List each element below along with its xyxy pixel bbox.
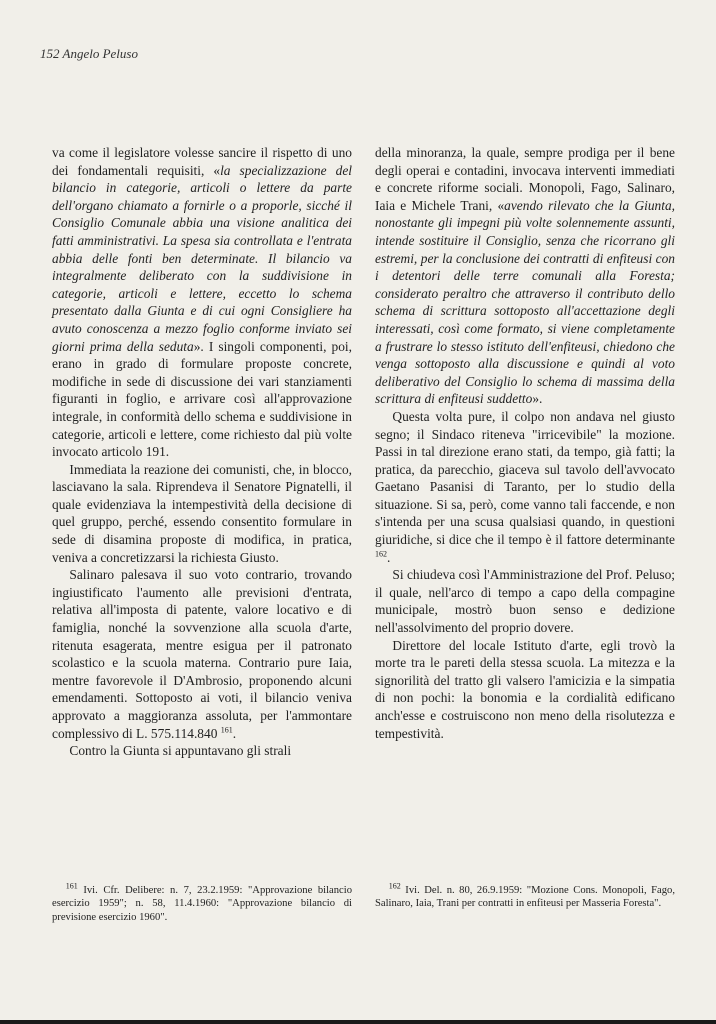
paragraph: va come il legislatore volesse sancire il rispetto di uno dei fondamentali requisiti, «la specializzazione del bilancio in categorie, articoli o lettere da parte dell'organo chiamato a fornirle o a proporle, sicché il Consiglio Comunale abbia una visione analitica dei fatti amministrativi. La spesa sia controllata e l'entrata abbia delle fonti ben determinate. Il bilancio va integralmente deliberato con la suddivisione in categorie, articoli e lettere, eccetto lo schema presentato dalla Giunta e di cui ogni Consigliere ha avuto conoscenza a mezzo foglio conforme inviato sei giorni prima della seduta». I singoli componenti, poi, erano in grado di formulare proposte concrete, modifiche in sede di discussione dei vari stanziamenti figuranti in foglio, e arrivare così all'approvazione integrale, in conformità dello schema e suddivisione in categorie, articoli e lettere, come richiesto dal più volte invocato articolo 191.: [52, 145, 352, 460]
footnote-162: [375, 881, 675, 911]
right-text-column: [375, 144, 675, 742]
paragraph: Si chiudeva così l'Amministrazione del Prof. Peluso; il quale, nell'arco di tempo a capo della compagine municipale, mostrò buon senso e dedizione nell'assolvimento del proprio dovere.: [375, 567, 675, 636]
paragraph: della minoranza, la quale, sempre prodiga per il bene degli operai e contadini, invocava interventi immediati e concrete riforme sociali. Monopoli, Fago, Salinaro, Iaia e Michele Trani, «avendo rilevato che la Giunta, nonostante gli impegni più volte solennemente assunti, intende sostituire il Consiglio, senza che ricorrano gli estremi, per la conclusione dei contratti di enfiteusi con i detentori delle terre comunali alla Foresta; considerato peraltro che attraverso il contributo dello schema di scrittura sottoposto all'accettazione degli interessati, così come formato, si viene completamente a frustrare lo stesso istituto dell'enfiteusi, chiedono che venga sottoposto alla discussione e quindi al voto deliberativo del Consiglio lo schema di massima della scrittura di enfiteusi suddetto».: [375, 145, 675, 407]
page-number: 152: [40, 46, 60, 61]
footnote-161: [52, 881, 353, 924]
footnote-ref: 162: [375, 549, 387, 559]
running-header-author: Angelo Peluso: [62, 46, 138, 61]
scan-edge: [0, 1020, 716, 1024]
footnote-text: Ivi. Cfr. Delibere: n. 7, 23.2.1959: "Approvazione bilancio esercizio 1959"; n. 58, 11.4.1960: "Approvazione bilancio di previsione esercizio 1960".: [52, 885, 353, 923]
footnote-text: Ivi. Del. n. 80, 26.9.1959: "Mozione Cons. Monopoli, Fago, Salinaro, Iaia, Trani per contratti in enfiteusi per Masseria Foresta".: [375, 885, 675, 910]
footnote-number: 162: [388, 881, 401, 891]
quotation: la specializzazione del bilancio in categorie, articoli o lettere da parte dell'organo chiamato a fornirle o a proporle, sicché il Consiglio Comunale abbia una visione analitica dei fatti amministrativi. La spesa sia controllata e l'entrata abbia delle fonti ben determinate. Il bilancio va integralmente deliberato con la suddivisione in categorie, articoli e lettere, eccetto lo schema presentato dalla Giunta e di cui ogni Consigliere ha avuto conoscenza a mezzo foglio conforme inviato sei giorni prima della seduta: [52, 162, 352, 354]
paragraph: Immediata la reazione dei comunisti, che, in blocco, lasciavano la sala. Riprendeva il Senatore Pignatelli, il quale evidenziava la intempestività della decisione di quel gruppo, perché, essendo consentito formulare in sede di disamina proposte di modifica, in pratica, veniva a concretizzarsi la richiesta Giusto.: [52, 461, 352, 565]
left-text-column: [52, 144, 352, 760]
paragraph: Questa volta pure, il colpo non andava nel giusto segno; il Sindaco riteneva "irricevibile" la mozione. Passi in tal direzione erano stati, da tempo, già fatti; la pratica, da parecchio, giaceva sul tavolo dell'avvocato Gaetano Pasanisi di Taranto, per lo studio della situazione. Si sa, però, come vanno tali faccende, e non s'intenda per una scusa qualsiasi quando, in questioni giuridiche, si dice che il tempo è il fattore determinante $^{162}$.: [375, 408, 675, 565]
quotation: avendo rilevato che la Giunta, nonostante gli impegni più volte solennemente assunti, intende sostituire il Consiglio, senza che ricorrano gli estremi, per la conclusione dei contratti di enfiteusi con i detentori delle terre comunali alla Foresta; considerato peraltro che attraverso il contributo dello schema di scrittura sottoposto all'accettazione degli interessati, così come formato, si viene completamente a frustrare lo stesso istituto dell'enfiteusi, chiedono che venga sottoposto alla discussione e quindi al voto deliberativo del Consiglio lo schema di massima della scrittura di enfiteusi suddetto: [375, 197, 675, 407]
paragraph: Contro la Giunta si appuntavano gli strali: [69, 743, 292, 759]
footnote-number: 161: [65, 881, 78, 891]
running-header: [40, 46, 138, 62]
paragraph: Salinaro palesava il suo voto contrario, trovando ingiustificato l'aumento alle previsioni d'entrata, relativa all'imposta di patente, valore locativo e di famiglia, nonché la sovvenzione alla scuola d'arte, ritenuta esagerata, mentre esigua per il patronato scolastico e la scuola materna. Contrario pure Iaia, mentre favorevole il D'Ambrosio, proponendo alcuni emendamenti. Sottoposto ai voti, il bilancio veniva approvato a maggioranza assoluta, per l'ammontare complessivo di L. 575.114.840 $^{161}$.: [52, 567, 352, 741]
paragraph: Direttore del locale Istituto d'arte, egli trovò la morte tra le pareti della stessa scuola. La mitezza e la signorilità del tratto gli valsero l'amicizia e la simpatia di non pochi: la bonomia e la cordialità edificano anch'esse e costruiscono non meno della risolutezza e tempestività.: [375, 637, 675, 741]
footnote-ref: 161: [220, 725, 233, 735]
